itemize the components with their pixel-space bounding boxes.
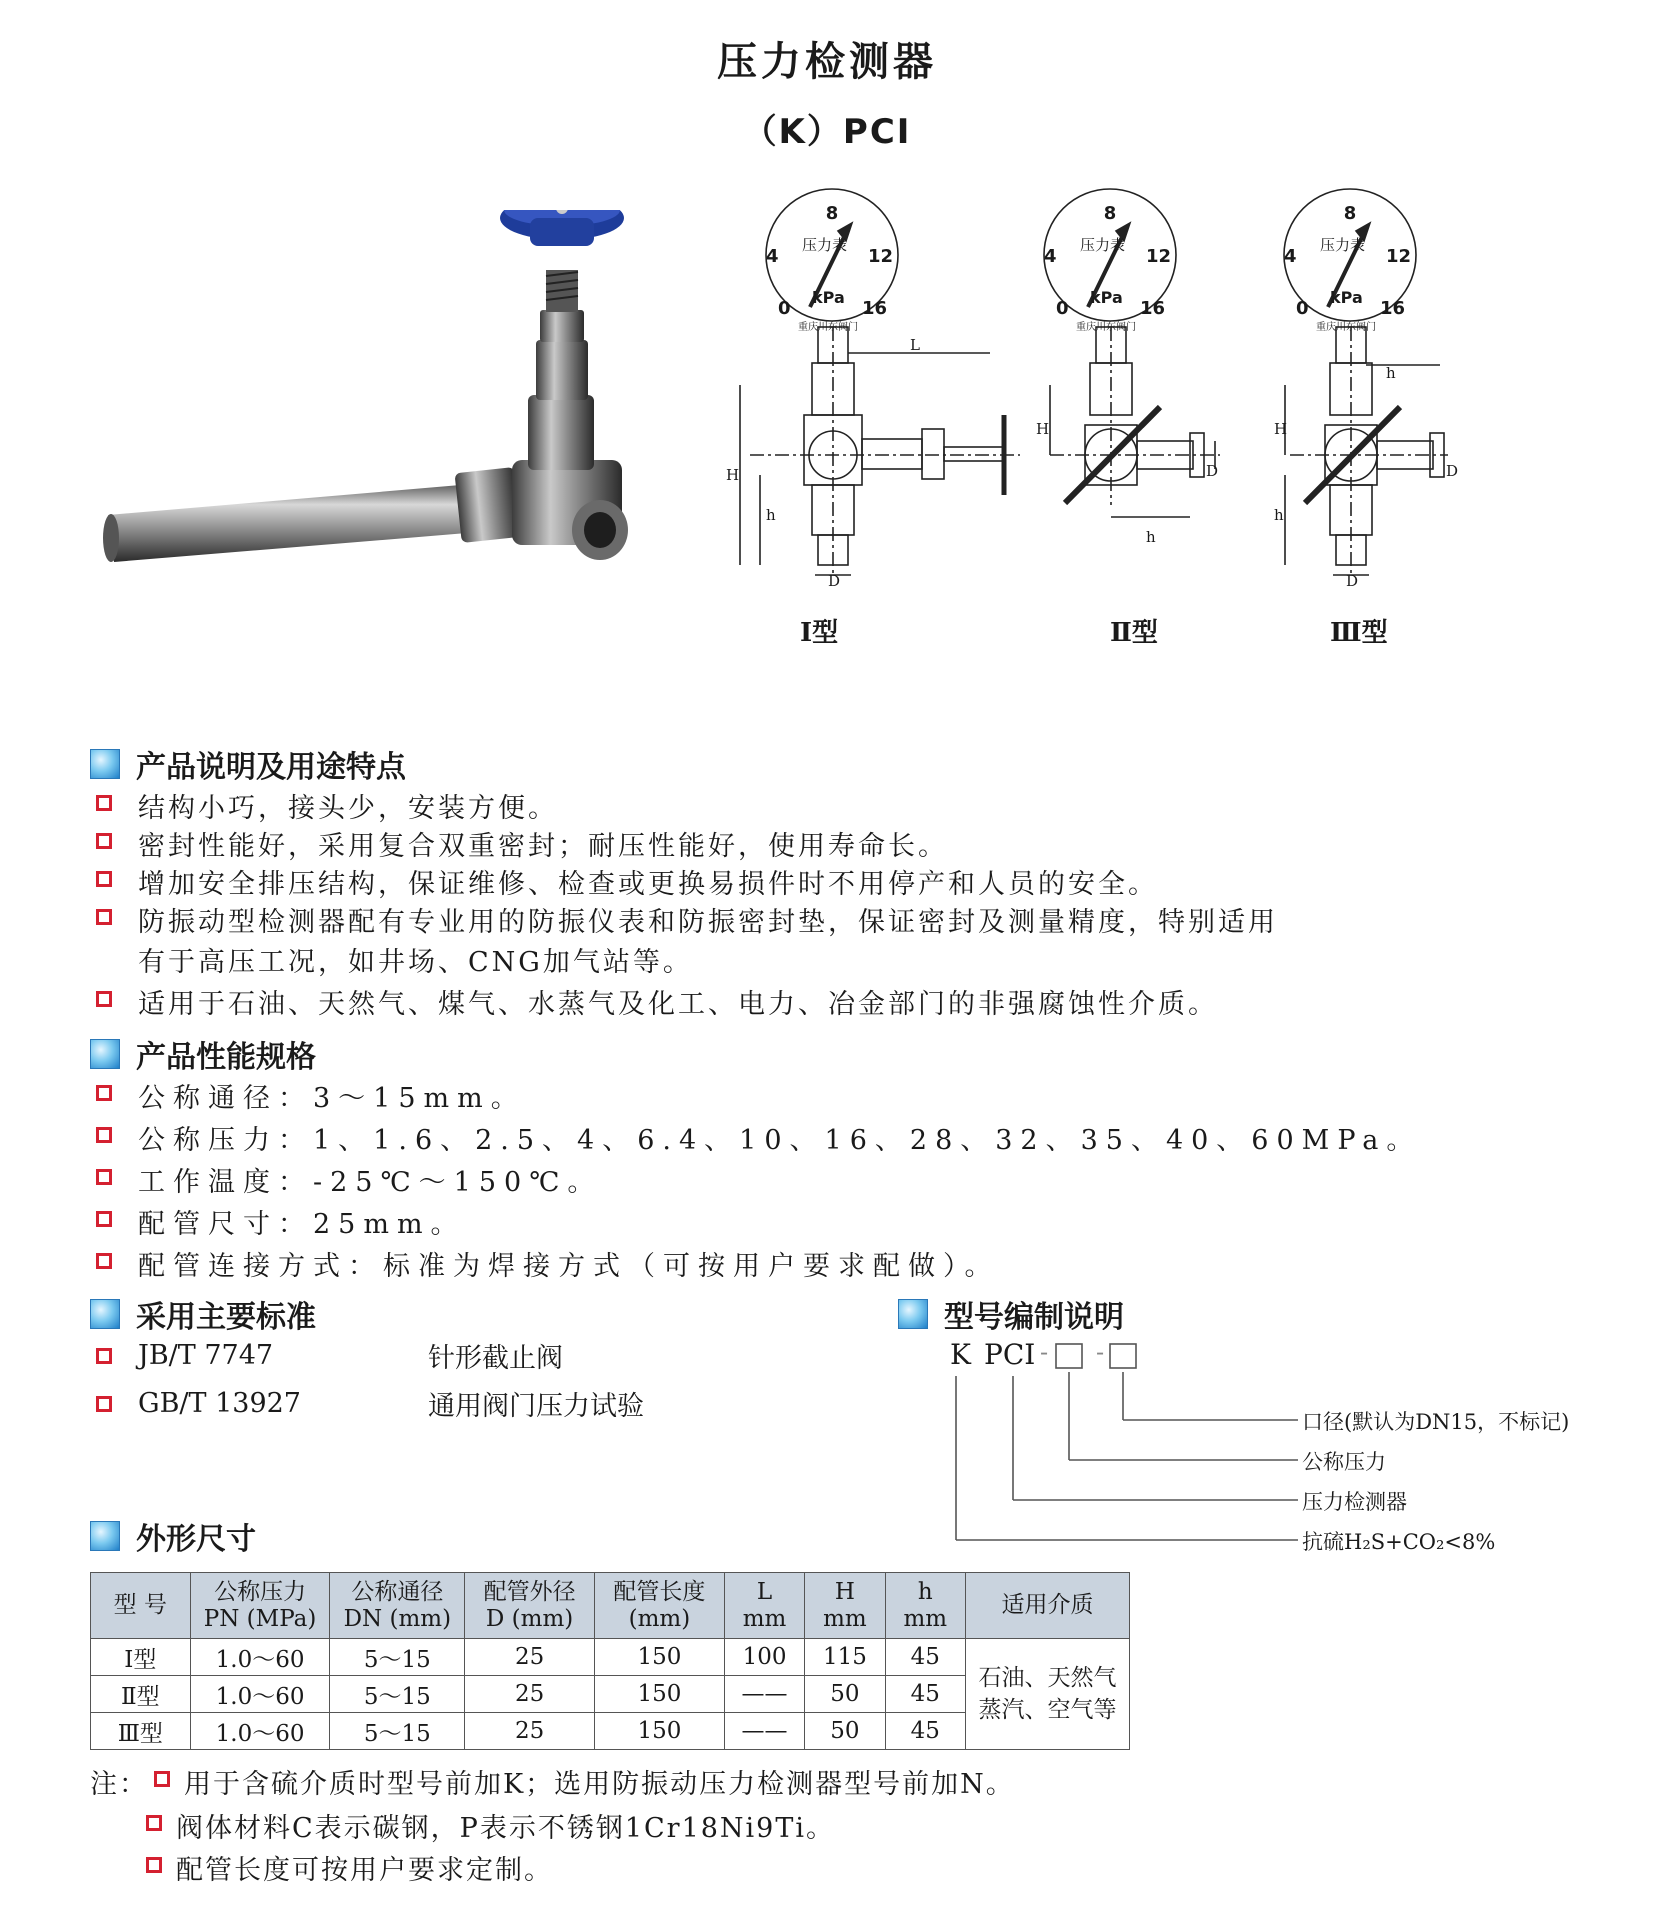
gauge-2-unit: kPa (1090, 288, 1123, 307)
gauge-1-num-12: 12 (868, 246, 894, 267)
col-header-pn: 公称压力 PN (MPa) (190, 1573, 330, 1639)
legend-pressure: 公称压力 (1302, 1450, 1386, 1474)
standard-name: 通用阀门压力试验 (428, 1391, 644, 1422)
dim-h-type3: h (1274, 506, 1284, 524)
gauge-1-unit: kPa (812, 288, 845, 307)
table-header-row (91, 1573, 1130, 1639)
bullet-square-icon (96, 1127, 112, 1143)
standards-heading (90, 1292, 316, 1336)
gauge-3-label: 压力表 (1320, 236, 1366, 254)
model-dash: - (1040, 1338, 1049, 1366)
standard-code: GB/T 13927 (138, 1388, 301, 1419)
feature-item: 增加安全排压结构，保证维修、检查或更换易损件时不用停产和人员的安全。 (96, 862, 1158, 901)
dim-L-type1: L (910, 336, 920, 354)
col-header-type: 型 号 (91, 1573, 191, 1639)
type-label-1: Ⅰ型 (800, 618, 839, 648)
bullet-square-icon (96, 909, 112, 925)
model-legend-lines (940, 1340, 1300, 1550)
type-label-3: Ⅲ型 (1330, 618, 1388, 648)
gauge-1-num-0: 0 (778, 298, 791, 319)
bullet-square-icon (146, 1857, 162, 1873)
bullet-square-icon (146, 1815, 162, 1831)
bullet-square-icon (154, 1771, 170, 1787)
spec-item: 工作温度：-25℃～150℃。 (96, 1160, 602, 1199)
col-header-medium: 适用介质 (965, 1573, 1129, 1639)
note-prefix: 注： (90, 1769, 148, 1800)
note-item: 阀体材料C表示碳钢，P表示不锈钢1Cr18Ni9Ti。 (146, 1806, 835, 1845)
model-heading (898, 1292, 1124, 1336)
dimensions-table (90, 1572, 1130, 1750)
gauge-1-num-16: 16 (862, 298, 888, 319)
dim-H-type3: H (1274, 420, 1288, 438)
dimensions-heading (90, 1514, 256, 1558)
model-k: K (950, 1338, 971, 1371)
gauge-3-num-16: 16 (1380, 298, 1406, 319)
section-square-icon (90, 1521, 120, 1551)
gauge-2-maker: 重庆川东阀门 (1076, 322, 1136, 333)
bullet-square-icon (96, 991, 112, 1007)
section-square-icon (90, 749, 120, 779)
bullet-square-icon (96, 1085, 112, 1101)
standards-heading-text: 采用主要标准 (136, 1300, 316, 1335)
gauge-3-num-12: 12 (1386, 246, 1412, 267)
dim-D2-type3: D (1346, 572, 1359, 590)
features-heading-text: 产品说明及用途特点 (136, 750, 406, 785)
col-header-dn: 公称通径 DN (mm) (330, 1573, 465, 1639)
table-row: Ⅱ型 1.0～60 5～15 25 150 —— 50 45 (91, 1676, 1130, 1713)
bullet-square-icon (96, 1348, 112, 1364)
feature-item: 密封性能好，采用复合双重密封；耐压性能好，使用寿命长。 (96, 824, 948, 863)
dim-D-type1: D (828, 572, 841, 590)
dim-h2-type3: h (1386, 364, 1396, 382)
product-photo (100, 210, 660, 590)
gauge-2-num-16: 16 (1140, 298, 1166, 319)
bullet-square-icon (96, 1211, 112, 1227)
standard-item (96, 1384, 644, 1423)
dim-h-type1: h (766, 506, 776, 524)
specs-heading-text: 产品性能规格 (136, 1040, 316, 1075)
dim-h-type2: h (1146, 528, 1156, 546)
feature-item: 适用于石油、天然气、煤气、水蒸气及化工、电力、冶金部门的非强腐蚀性介质。 (96, 982, 1218, 1021)
standard-item (96, 1336, 563, 1375)
gauge-1-num-4: 4 (766, 246, 779, 267)
gauge-3-num-8: 8 (1343, 203, 1357, 224)
table-row: Ⅰ型 1.0～60 5～15 25 150 100 115 45 石油、天然气 蒸汽、空气等 (91, 1639, 1130, 1676)
bullet-square-icon (96, 795, 112, 811)
note-item: 注： 用于含硫介质时型号前加K；选用防振动压力检测器型号前加N。 (90, 1762, 1015, 1801)
dimensions-heading-text: 外形尺寸 (136, 1522, 256, 1557)
gauge-1-num-8: 8 (825, 203, 839, 224)
gauge-1-maker: 重庆川东阀门 (798, 322, 858, 333)
dim-H-type2: H (1036, 420, 1050, 438)
feature-item: 结构小巧，接头少，安装方便。 (96, 786, 558, 825)
section-square-icon (90, 1039, 120, 1069)
model-heading-text: 型号编制说明 (944, 1300, 1124, 1335)
specs-heading (90, 1032, 316, 1076)
bullet-square-icon (96, 1253, 112, 1269)
dim-D-type2: D (1206, 462, 1219, 480)
dim-D-type3: D (1446, 462, 1459, 480)
spec-item: 配管尺寸：25mm。 (96, 1202, 466, 1241)
table-row: Ⅲ型 1.0～60 5～15 25 150 —— 50 45 (91, 1713, 1130, 1750)
bullet-square-icon (96, 871, 112, 887)
standard-name: 针形截止阀 (428, 1343, 563, 1374)
type-label-2: Ⅱ型 (1110, 618, 1158, 648)
page-subtitle: （K）PCI (742, 112, 912, 152)
bullet-square-icon (96, 833, 112, 849)
section-square-icon (898, 1299, 928, 1329)
note-item: 配管长度可按用户要求定制。 (146, 1848, 553, 1887)
model-pci: PCI (984, 1338, 1036, 1371)
col-header-d: 配管外径 D (mm) (465, 1573, 595, 1639)
legend-sulfur: 抗硫H₂S+CO₂<8% (1302, 1530, 1496, 1554)
feature-item: 防振动型检测器配有专业用的防振仪表和防振密封垫，保证密封及测量精度，特别适用 (96, 900, 1278, 939)
legend-diameter: 口径(默认为DN15，不标记) (1302, 1410, 1570, 1434)
section-square-icon (90, 1299, 120, 1329)
gauge-2-num-4: 4 (1044, 246, 1057, 267)
gauge-2-num-8: 8 (1103, 203, 1117, 224)
bullet-square-icon (96, 1396, 112, 1412)
gauge-2-label: 压力表 (1080, 236, 1126, 254)
gauge-3-maker: 重庆川东阀门 (1316, 322, 1376, 333)
features-heading (90, 742, 406, 786)
page-title: 压力检测器 (717, 39, 937, 85)
gauge-3-unit: kPa (1330, 288, 1363, 307)
gauge-3-num-4: 4 (1284, 246, 1297, 267)
gauge-3-num-0: 0 (1296, 298, 1309, 319)
spec-item: 公称压力：1、1.6、2.5、4、6.4、10、16、28、32、35、40、60MPa。 (96, 1118, 1421, 1157)
bullet-square-icon (96, 1169, 112, 1185)
col-header-h: h mm (885, 1573, 965, 1639)
gauge-2-num-0: 0 (1056, 298, 1069, 319)
gauge-2-num-12: 12 (1146, 246, 1172, 267)
col-header-H: H mm (805, 1573, 885, 1639)
standard-code: JB/T 7747 (138, 1340, 274, 1371)
medium-cell: 石油、天然气 蒸汽、空气等 (965, 1639, 1129, 1750)
legend-detector: 压力检测器 (1302, 1490, 1407, 1514)
spec-item: 公称通径：3～15mm。 (96, 1076, 526, 1115)
col-header-L: L mm (724, 1573, 804, 1639)
gauge-1-label: 压力表 (802, 236, 848, 254)
feature-item-continuation: 有于高压工况，如井场、CNG加气站等。 (138, 947, 693, 978)
spec-item: 配管连接方式：标准为焊接方式（可按用户要求配做）。 (96, 1244, 1000, 1283)
model-dash: - (1096, 1338, 1105, 1366)
col-header-length: 配管长度 (mm) (595, 1573, 725, 1639)
dim-H-type1: H (726, 466, 740, 484)
